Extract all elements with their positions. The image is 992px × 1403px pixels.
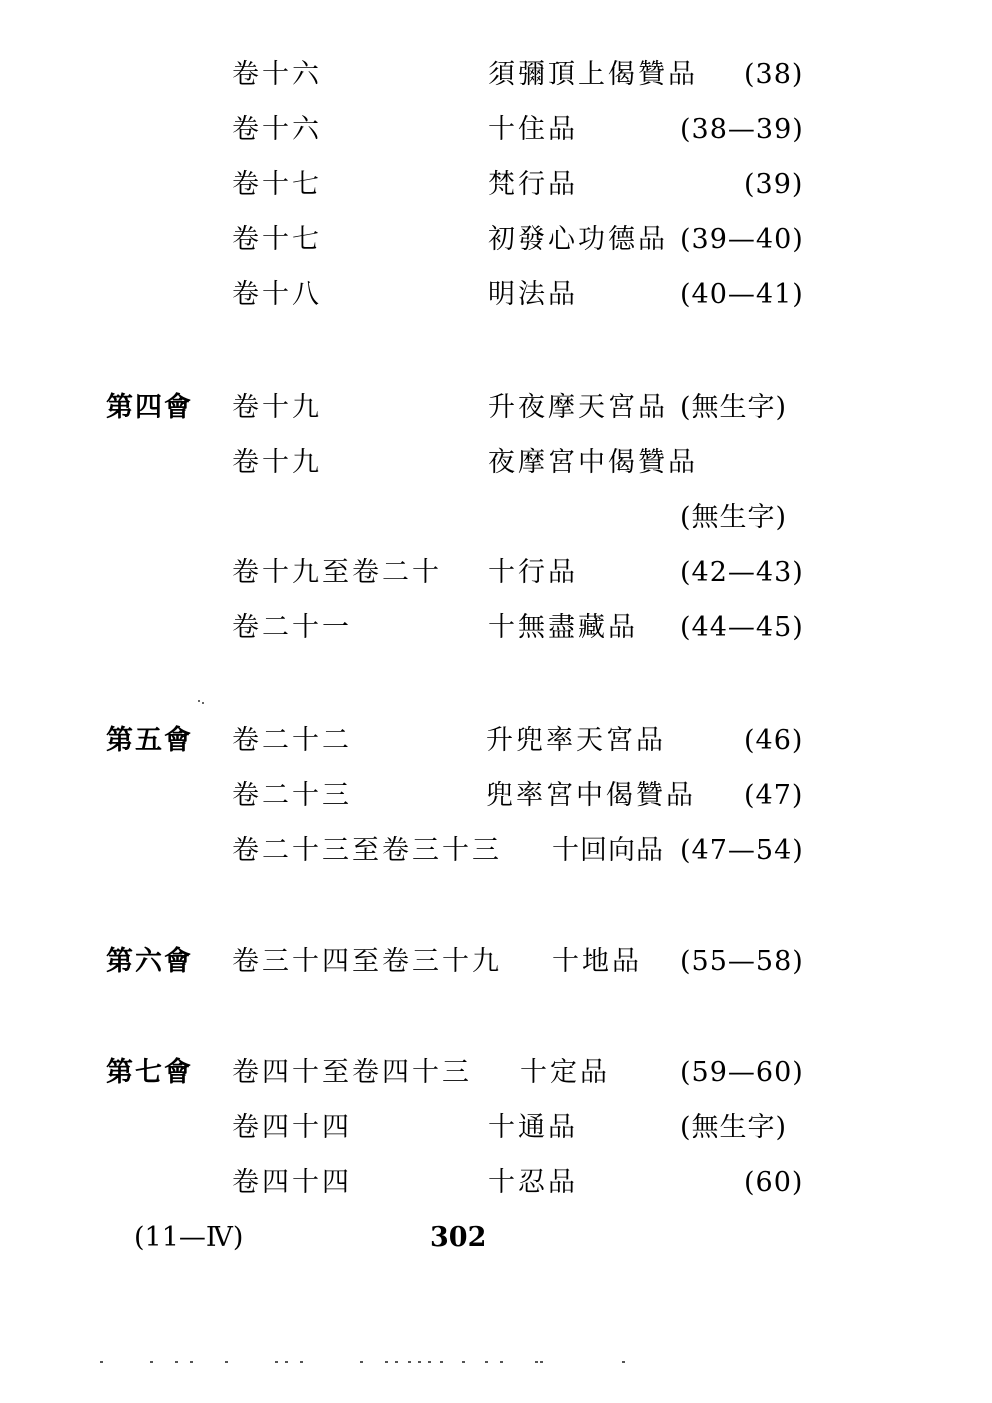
page-reference: (47—54) (680, 835, 804, 866)
juan-label: 卷十七 (232, 169, 322, 200)
juan-label: 卷十八 (232, 279, 322, 310)
page-reference: (39) (744, 169, 804, 200)
juan-label: 卷二十三 (232, 780, 352, 811)
scan-noise (90, 1356, 650, 1368)
chapter-title: 十回向品 (552, 835, 664, 866)
juan-label: 卷三十四至卷三十九 (232, 946, 502, 977)
page-reference: (42—43) (680, 557, 804, 588)
page-reference: (38) (744, 59, 804, 90)
juan-label: 卷二十二 (232, 725, 352, 756)
list-item (0, 608, 992, 648)
list-item (0, 553, 992, 593)
list-item (0, 1053, 992, 1093)
list-item (0, 443, 992, 483)
page-reference: (39—40) (680, 224, 804, 255)
section-code: (11—Ⅳ) (134, 1222, 244, 1253)
scan-speck (198, 700, 204, 706)
juan-label: 卷十九 (232, 392, 322, 423)
list-item (0, 942, 992, 982)
chapter-title: 夜摩宮中偈贊品 (488, 447, 698, 478)
list-item (0, 55, 992, 95)
page-reference: (55—58) (680, 946, 804, 977)
assembly-label: 第七會 (106, 1057, 193, 1088)
page-reference: (47) (744, 780, 804, 811)
page-reference: (38—39) (680, 114, 804, 145)
chapter-title: 升夜摩天宮品 (488, 392, 668, 423)
page-reference: (46) (744, 725, 804, 756)
juan-label: 卷十七 (232, 224, 322, 255)
page-footer (0, 1218, 992, 1258)
list-item (0, 165, 992, 205)
juan-label: 卷十九 (232, 447, 322, 478)
page-reference: (40—41) (680, 279, 804, 310)
assembly-label: 第五會 (106, 725, 193, 756)
list-item (0, 1163, 992, 1203)
juan-label: 卷四十四 (232, 1167, 352, 1198)
list-item (0, 110, 992, 150)
page-reference: (44—45) (680, 612, 804, 643)
list-item (0, 721, 992, 761)
page-reference: (無生字) (680, 502, 788, 533)
chapter-title: 十定品 (520, 1057, 610, 1088)
juan-label: 卷四十至卷四十三 (232, 1057, 472, 1088)
page-reference: (無生字) (680, 392, 788, 423)
assembly-label: 第六會 (106, 946, 193, 977)
list-item (0, 1108, 992, 1148)
chapter-title: 十行品 (488, 557, 578, 588)
chapter-title: 十住品 (488, 114, 578, 145)
juan-label: 卷二十一 (232, 612, 352, 643)
list-item (0, 275, 992, 315)
juan-label: 卷四十四 (232, 1112, 352, 1143)
juan-label: 卷十六 (232, 59, 322, 90)
chapter-title: 明法品 (488, 279, 578, 310)
list-item (0, 498, 992, 538)
juan-label: 卷十六 (232, 114, 322, 145)
chapter-title: 十地品 (552, 946, 642, 977)
chapter-title: 十無盡藏品 (488, 612, 638, 643)
chapter-title: 須彌頂上偈贊品 (488, 59, 698, 90)
juan-label: 卷二十三至卷三十三 (232, 835, 502, 866)
list-item (0, 776, 992, 816)
chapter-title: 十忍品 (488, 1167, 578, 1198)
list-item (0, 831, 992, 871)
page-number: 302 (430, 1222, 487, 1253)
list-item (0, 388, 992, 428)
page-reference: (無生字) (680, 1112, 788, 1143)
chapter-title: 初發心功德品 (488, 224, 668, 255)
page-reference: (60) (744, 1167, 804, 1198)
chapter-title: 梵行品 (488, 169, 578, 200)
assembly-label: 第四會 (106, 392, 193, 423)
chapter-title: 十通品 (488, 1112, 578, 1143)
chapter-title: 升兜率天宮品 (486, 725, 666, 756)
juan-label: 卷十九至卷二十 (232, 557, 442, 588)
list-item (0, 220, 992, 260)
page-reference: (59—60) (680, 1057, 804, 1088)
chapter-title: 兜率宮中偈贊品 (486, 780, 696, 811)
